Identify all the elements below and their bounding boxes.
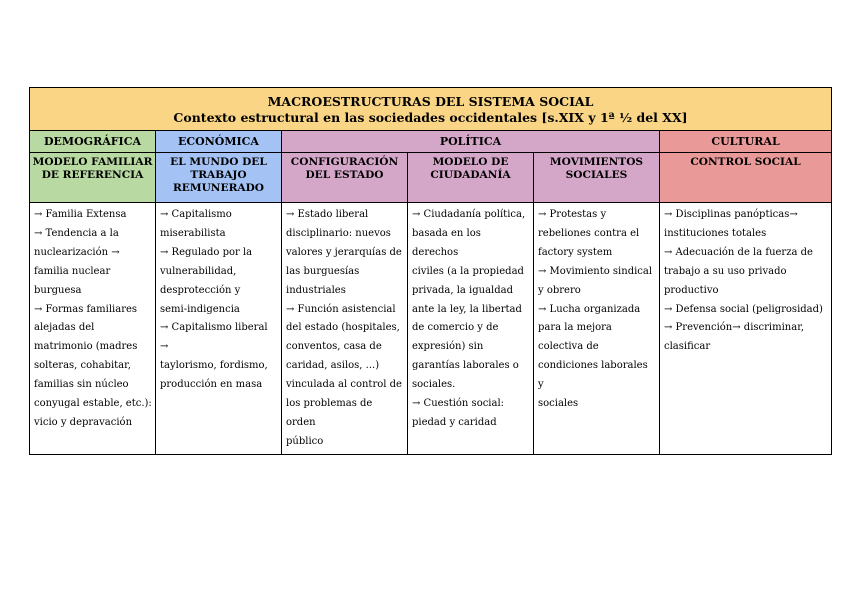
content-line: expresión) sin — [412, 341, 484, 353]
title-row — [30, 88, 832, 131]
content-line: las burguesías — [286, 265, 360, 277]
heading-modelo-familiar: MODELO FAMILIAR DE REFERENCIA — [30, 153, 156, 203]
content-line: para la mejora — [538, 322, 612, 334]
content-line: familia nuclear — [34, 265, 111, 277]
content-line: ante la ley, la libertad — [412, 303, 522, 315]
content-line: vinculada al control de — [286, 379, 402, 391]
content-line: instituciones totales — [664, 227, 767, 239]
content-line: → Familia Extensa — [34, 209, 127, 220]
content-line: industriales — [286, 284, 346, 296]
category-demografica: DEMOGRÁFICA — [30, 131, 156, 153]
macroestructuras-table — [29, 87, 832, 455]
table-title — [30, 88, 832, 131]
title-line-1: MACROESTRUCTURAS DEL SISTEMA SOCIAL — [267, 94, 594, 109]
content-control-social — [660, 203, 832, 455]
content-row — [30, 203, 832, 455]
content-configuracion-estado — [282, 203, 408, 455]
content-line: taylorismo, fordismo, — [160, 360, 268, 372]
content-line: semi-indigencia — [160, 303, 240, 315]
heading-configuracion-estado: CONFIGURACIÓN DEL ESTADO — [282, 153, 408, 203]
content-line: garantías laborales o — [412, 360, 519, 372]
content-line: de comercio y de — [412, 322, 499, 334]
content-line: disciplinario: nuevos — [286, 227, 391, 239]
category-cultural: CULTURAL — [660, 131, 832, 153]
content-line: condiciones laborales y — [538, 360, 648, 391]
content-line: miserabilista — [160, 227, 226, 239]
content-line: piedad y caridad — [412, 416, 497, 428]
content-line: público — [286, 435, 324, 447]
content-line: sociales. — [412, 379, 456, 391]
content-line: → Ciudadanía política, — [412, 209, 526, 220]
content-line: → Estado liberal — [286, 209, 369, 220]
content-line: burguesa — [34, 284, 82, 296]
heading-control-social: CONTROL SOCIAL — [660, 153, 832, 203]
content-line: → Formas familiares — [34, 303, 138, 315]
content-line: nuclearización → — [34, 246, 120, 258]
content-mundo-trabajo — [156, 203, 282, 455]
content-line: → Capitalismo liberal → — [160, 322, 268, 353]
content-line: → Función asistencial — [286, 303, 396, 315]
content-line: vulnerabilidad, — [160, 265, 237, 277]
content-line: → Regulado por la — [160, 246, 253, 258]
heading-mundo-trabajo: EL MUNDO DEL TRABAJO REMUNERADO — [156, 153, 282, 203]
content-line: desprotección y — [160, 284, 241, 296]
content-line: clasificar — [664, 341, 711, 353]
content-line: conyugal estable, etc.): — [34, 398, 152, 410]
subheading-row — [30, 153, 832, 203]
category-economica: ECONÓMICA — [156, 131, 282, 153]
content-movimientos-sociales — [534, 203, 660, 455]
content-line: trabajo a su uso privado — [664, 265, 787, 277]
content-line: conventos, casa de — [286, 341, 382, 353]
content-line: caridad, asilos, ...) — [286, 360, 380, 372]
content-line: valores y jerarquías de — [286, 246, 402, 258]
content-line: del estado (hospitales, — [286, 322, 400, 334]
content-modelo-familiar — [30, 203, 156, 455]
content-line: sociales — [538, 398, 579, 410]
content-line: → Defensa social (peligrosidad) — [664, 303, 823, 315]
heading-modelo-ciudadania: MODELO DE CIUDADANÍA — [408, 153, 534, 203]
category-politica: POLÍTICA — [282, 131, 660, 153]
content-line: → Protestas y — [538, 209, 607, 220]
content-line: producción en masa — [160, 379, 263, 391]
title-line-2: Contexto estructural en las sociedades occidentales [s.XIX y 1ª ½ del XX] — [173, 110, 688, 125]
content-line: civiles (a la propiedad — [412, 265, 524, 277]
content-line: productivo — [664, 284, 719, 296]
content-line: → Prevención→ discriminar, — [664, 322, 805, 334]
content-line: solteras, cohabitar, — [34, 360, 131, 372]
heading-movimientos-sociales: MOVIMIENTOS SOCIALES — [534, 153, 660, 203]
content-line: basada en los derechos — [412, 227, 481, 258]
content-line: vicio y depravación — [34, 416, 133, 428]
content-line: matrimonio (madres — [34, 341, 138, 353]
content-modelo-ciudadania — [408, 203, 534, 455]
content-line: y obrero — [538, 284, 581, 296]
content-line: → Tendencia a la — [34, 227, 119, 239]
content-line: privada, la igualdad — [412, 284, 514, 296]
content-line: → Adecuación de la fuerza de — [664, 246, 813, 258]
content-line: rebeliones contra el — [538, 227, 640, 239]
content-line: alejadas del — [34, 322, 95, 334]
content-line: → Movimiento sindical — [538, 265, 653, 277]
content-line: → Lucha organizada — [538, 303, 641, 315]
content-line: → Capitalismo — [160, 209, 232, 220]
content-line: → Cuestión social: — [412, 398, 505, 410]
content-line: → Disciplinas panópticas→ — [664, 209, 798, 220]
category-row — [30, 131, 832, 153]
content-line: los problemas de orden — [286, 398, 373, 428]
content-line: factory system — [538, 246, 613, 258]
content-line: colectiva de — [538, 341, 599, 353]
content-line: familias sin núcleo — [34, 379, 129, 391]
